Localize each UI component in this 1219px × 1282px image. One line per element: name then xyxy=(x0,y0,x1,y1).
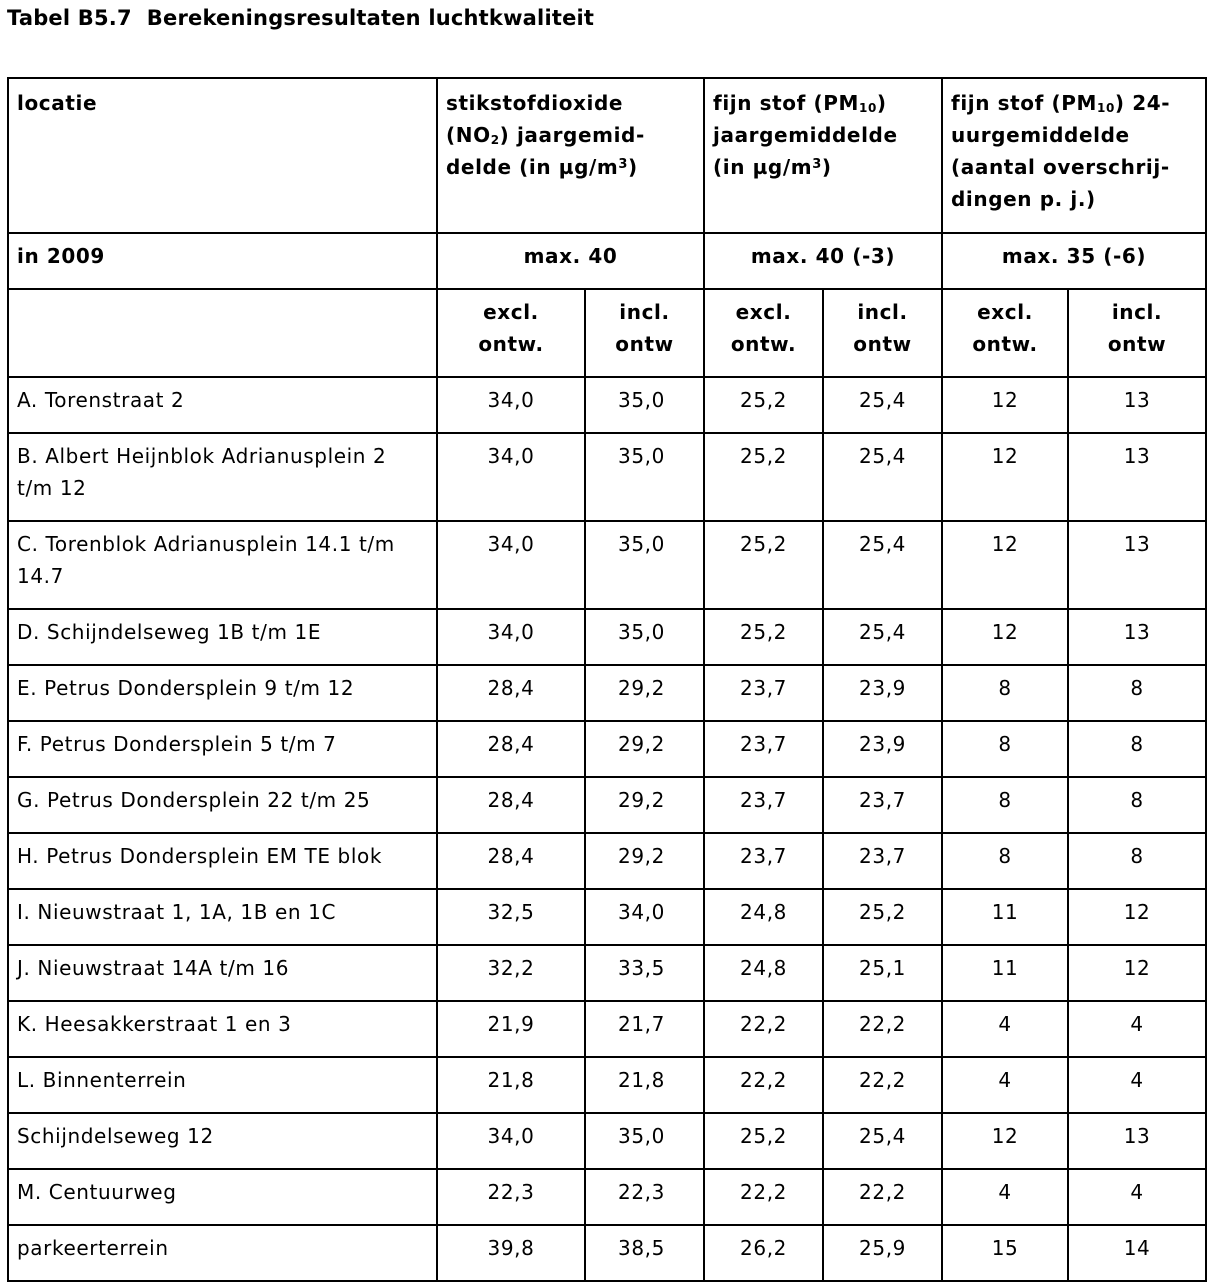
cell-location: G. Petrus Dondersplein 22 t/m 25 xyxy=(8,777,437,833)
cell-exceedance-incl: 4 xyxy=(1068,1057,1206,1113)
cell-pm10-excl: 22,2 xyxy=(704,1001,823,1057)
header-pm10-24h: fijn stof $(PM_{10})$ 24- uurgemiddelde (aantal overschrij- dingen p. j.) xyxy=(942,78,1206,233)
cell-exceedance-incl: 13 xyxy=(1068,433,1206,521)
cell-exceedance-excl: 12 xyxy=(942,1113,1068,1169)
cell-no2-excl: 22,3 xyxy=(437,1169,585,1225)
header-pm10-year: fijn stof $(PM_{10})$ jaargemiddelde (in $\mu g/m^3$) xyxy=(704,78,942,233)
header-row-scenarios xyxy=(8,289,1206,377)
cell-no2-excl: 34,0 xyxy=(437,377,585,433)
cell-exceedance-excl: 12 xyxy=(942,377,1068,433)
cell-pm10-incl: 25,1 xyxy=(823,945,942,1001)
cell-no2-excl: 28,4 xyxy=(437,777,585,833)
subheader-no2-incl: incl. ontw xyxy=(585,289,704,377)
cell-location: E. Petrus Dondersplein 9 t/m 12 xyxy=(8,665,437,721)
cell-pm10-excl: 25,2 xyxy=(704,521,823,609)
cell-pm10-excl: 23,7 xyxy=(704,721,823,777)
cell-exceedance-excl: 8 xyxy=(942,721,1068,777)
cell-exceedance-incl: 4 xyxy=(1068,1001,1206,1057)
cell-no2-excl: 34,0 xyxy=(437,1113,585,1169)
cell-exceedance-excl: 15 xyxy=(942,1225,1068,1281)
cell-location: A. Torenstraat 2 xyxy=(8,377,437,433)
cell-exceedance-excl: 12 xyxy=(942,521,1068,609)
cell-location: M. Centuurweg xyxy=(8,1169,437,1225)
table-title: Tabel B5.7 Berekeningsresultaten luchtkwaliteit xyxy=(7,6,595,30)
cell-no2-excl: 28,4 xyxy=(437,721,585,777)
table-body xyxy=(8,78,1206,1281)
cell-exceedance-excl: 12 xyxy=(942,433,1068,521)
cell-location: Schijndelseweg 12 xyxy=(8,1113,437,1169)
cell-location: C. Torenblok Adrianusplein 14.1 t/m 14.7 xyxy=(8,521,437,609)
cell-no2-excl: 32,5 xyxy=(437,889,585,945)
cell-no2-incl: 38,5 xyxy=(585,1225,704,1281)
cell-location: K. Heesakkerstraat 1 en 3 xyxy=(8,1001,437,1057)
cell-exceedance-incl: 13 xyxy=(1068,609,1206,665)
cell-exceedance-incl: 13 xyxy=(1068,521,1206,609)
table-row xyxy=(8,721,1206,777)
cell-no2-excl: 28,4 xyxy=(437,665,585,721)
cell-exceedance-incl: 8 xyxy=(1068,777,1206,833)
table-row xyxy=(8,945,1206,1001)
cell-exceedance-incl: 12 xyxy=(1068,889,1206,945)
cell-pm10-excl: 25,2 xyxy=(704,433,823,521)
cell-exceedance-excl: 4 xyxy=(942,1001,1068,1057)
cell-pm10-incl: 22,2 xyxy=(823,1169,942,1225)
cell-no2-incl: 34,0 xyxy=(585,889,704,945)
table-row xyxy=(8,889,1206,945)
cell-pm10-incl: 22,2 xyxy=(823,1057,942,1113)
cell-pm10-incl: 25,4 xyxy=(823,521,942,609)
cell-no2-incl: 29,2 xyxy=(585,721,704,777)
cell-location: D. Schijndelseweg 1B t/m 1E xyxy=(8,609,437,665)
cell-no2-incl: 29,2 xyxy=(585,833,704,889)
cell-pm10-incl: 22,2 xyxy=(823,1001,942,1057)
cell-location: I. Nieuwstraat 1, 1A, 1B en 1C xyxy=(8,889,437,945)
limit-no2: max. 40 xyxy=(437,233,704,289)
cell-no2-excl: 39,8 xyxy=(437,1225,585,1281)
cell-no2-incl: 35,0 xyxy=(585,521,704,609)
cell-pm10-excl: 25,2 xyxy=(704,1113,823,1169)
cell-no2-incl: 35,0 xyxy=(585,433,704,521)
cell-pm10-excl: 22,2 xyxy=(704,1169,823,1225)
cell-no2-excl: 21,9 xyxy=(437,1001,585,1057)
table-row xyxy=(8,521,1206,609)
cell-no2-incl: 33,5 xyxy=(585,945,704,1001)
subheader-pm10-year-incl: incl. ontw xyxy=(823,289,942,377)
table-row xyxy=(8,1225,1206,1281)
air-quality-table xyxy=(7,77,1207,1282)
table-row xyxy=(8,433,1206,521)
cell-exceedance-incl: 8 xyxy=(1068,721,1206,777)
cell-pm10-incl: 23,7 xyxy=(823,777,942,833)
cell-location: F. Petrus Dondersplein 5 t/m 7 xyxy=(8,721,437,777)
cell-exceedance-incl: 4 xyxy=(1068,1169,1206,1225)
cell-pm10-excl: 23,7 xyxy=(704,777,823,833)
cell-pm10-incl: 23,9 xyxy=(823,665,942,721)
table-row xyxy=(8,665,1206,721)
cell-no2-incl: 22,3 xyxy=(585,1169,704,1225)
subheader-pm10-24h-excl: excl. ontw. xyxy=(942,289,1068,377)
header-row-parameters xyxy=(8,78,1206,233)
cell-exceedance-incl: 8 xyxy=(1068,833,1206,889)
table-row xyxy=(8,377,1206,433)
cell-pm10-excl: 25,2 xyxy=(704,377,823,433)
cell-no2-excl: 34,0 xyxy=(437,609,585,665)
cell-pm10-incl: 25,4 xyxy=(823,609,942,665)
cell-pm10-incl: 23,9 xyxy=(823,721,942,777)
cell-pm10-incl: 25,4 xyxy=(823,377,942,433)
cell-pm10-excl: 26,2 xyxy=(704,1225,823,1281)
table-row xyxy=(8,609,1206,665)
year-label: in 2009 xyxy=(8,233,437,289)
cell-no2-excl: 34,0 xyxy=(437,521,585,609)
cell-exceedance-incl: 13 xyxy=(1068,1113,1206,1169)
header-location: locatie xyxy=(8,78,437,233)
cell-pm10-excl: 22,2 xyxy=(704,1057,823,1113)
cell-no2-excl: 21,8 xyxy=(437,1057,585,1113)
subheader-no2-excl: excl. ontw. xyxy=(437,289,585,377)
cell-exceedance-excl: 12 xyxy=(942,609,1068,665)
cell-pm10-incl: 23,7 xyxy=(823,833,942,889)
cell-no2-excl: 28,4 xyxy=(437,833,585,889)
table-row xyxy=(8,1001,1206,1057)
limit-pm10-24h: max. 35 (-6) xyxy=(942,233,1206,289)
cell-exceedance-incl: 12 xyxy=(1068,945,1206,1001)
table-row xyxy=(8,777,1206,833)
header-empty-cell xyxy=(8,289,437,377)
limit-pm10-year: max. 40 (-3) xyxy=(704,233,942,289)
table-row xyxy=(8,1057,1206,1113)
table-row xyxy=(8,1169,1206,1225)
header-row-limits xyxy=(8,233,1206,289)
cell-pm10-incl: 25,2 xyxy=(823,889,942,945)
cell-pm10-excl: 24,8 xyxy=(704,889,823,945)
cell-exceedance-excl: 4 xyxy=(942,1057,1068,1113)
cell-no2-incl: 29,2 xyxy=(585,777,704,833)
cell-no2-incl: 29,2 xyxy=(585,665,704,721)
cell-location: B. Albert Heijnblok Adrianusplein 2 t/m 12 xyxy=(8,433,437,521)
cell-location: J. Nieuwstraat 14A t/m 16 xyxy=(8,945,437,1001)
cell-no2-incl: 35,0 xyxy=(585,609,704,665)
cell-pm10-excl: 23,7 xyxy=(704,833,823,889)
table-row xyxy=(8,1113,1206,1169)
cell-pm10-excl: 23,7 xyxy=(704,665,823,721)
cell-no2-incl: 35,0 xyxy=(585,1113,704,1169)
cell-exceedance-excl: 8 xyxy=(942,833,1068,889)
subheader-pm10-24h-incl: incl. ontw xyxy=(1068,289,1206,377)
subheader-pm10-year-excl: excl. ontw. xyxy=(704,289,823,377)
cell-pm10-incl: 25,9 xyxy=(823,1225,942,1281)
cell-no2-excl: 34,0 xyxy=(437,433,585,521)
cell-exceedance-excl: 11 xyxy=(942,889,1068,945)
cell-exceedance-incl: 13 xyxy=(1068,377,1206,433)
cell-pm10-excl: 24,8 xyxy=(704,945,823,1001)
cell-location: L. Binnenterrein xyxy=(8,1057,437,1113)
cell-pm10-excl: 25,2 xyxy=(704,609,823,665)
cell-pm10-incl: 25,4 xyxy=(823,1113,942,1169)
cell-exceedance-excl: 11 xyxy=(942,945,1068,1001)
cell-exceedance-excl: 8 xyxy=(942,665,1068,721)
cell-no2-incl: 35,0 xyxy=(585,377,704,433)
cell-exceedance-excl: 4 xyxy=(942,1169,1068,1225)
cell-exceedance-incl: 14 xyxy=(1068,1225,1206,1281)
table-row xyxy=(8,833,1206,889)
cell-no2-incl: 21,7 xyxy=(585,1001,704,1057)
header-no2: stikstofdioxide $(NO_2)$ jaargemid- delde (in $\mu g/m^3$) xyxy=(437,78,704,233)
cell-no2-excl: 32,2 xyxy=(437,945,585,1001)
cell-location: parkeerterrein xyxy=(8,1225,437,1281)
cell-exceedance-excl: 8 xyxy=(942,777,1068,833)
cell-pm10-incl: 25,4 xyxy=(823,433,942,521)
cell-location: H. Petrus Dondersplein EM TE blok xyxy=(8,833,437,889)
cell-exceedance-incl: 8 xyxy=(1068,665,1206,721)
cell-no2-incl: 21,8 xyxy=(585,1057,704,1113)
